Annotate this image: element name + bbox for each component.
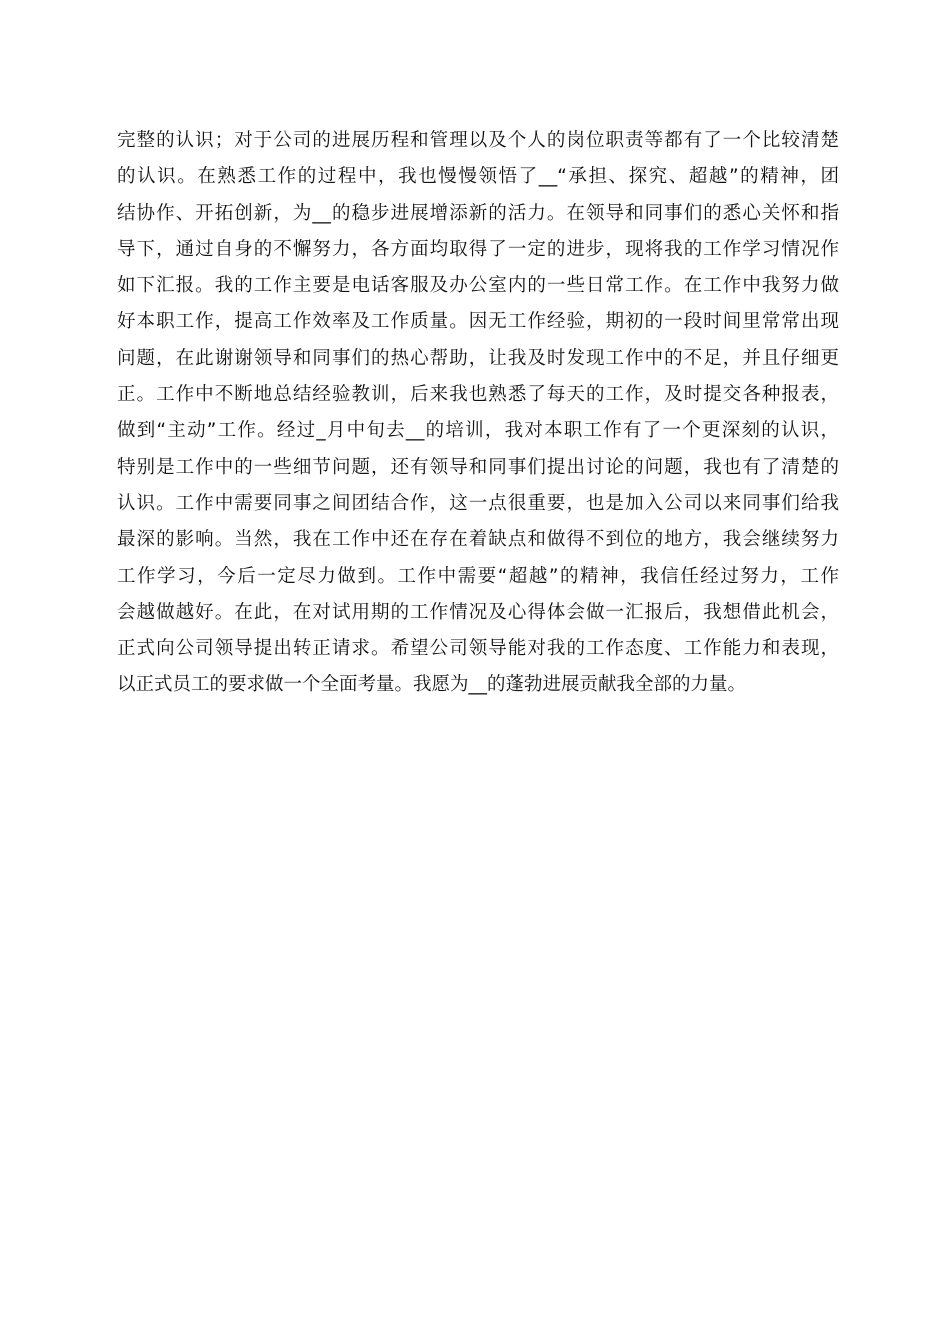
text-line: 完整的认识；对于公司的进展历程和管理以及个人的岗位职责等都有了一个比较清楚 (117, 130, 839, 151)
text-line: 正。工作中不断地总结经验教训，后来我也熟悉了每天的工作，及时提交各种报表， (117, 384, 839, 406)
text-line: 认识。工作中需要同事之间团结合作，这一点很重要，也是加入公司以来同事们给我 (117, 492, 839, 514)
text-line: 正式向公司领导提出转正请求。希望公司领导能对我的工作态度、工作能力和表现， (117, 638, 839, 660)
text-line: 以正式员工的要求做一个全面考量。我愿为__的蓬勃进展贡献我全部的力量。 (117, 674, 747, 696)
text-line: 好本职工作，提高工作效率及工作质量。因无工作经验，期初的一段时间里常常出现 (117, 311, 839, 333)
body-text (117, 123, 839, 704)
text-line: 特别是工作中的一些细节问题，还有领导和同事们提出讨论的问题，我也有了清楚的 (117, 456, 839, 478)
text-line: 的认识。在熟悉工作的过程中，我也慢慢领悟了__“承担、探究、超越”的精神，团 (117, 166, 839, 188)
text-line: 会越做越好。在此，在对试用期的工作情况及心得体会做一汇报后，我想借此机会， (117, 601, 839, 623)
text-line: 问题，在此谢谢领导和同事们的热心帮助，让我及时发现工作中的不足，并且仔细更 (117, 347, 839, 369)
text-line: 最深的影响。当然，我在工作中还在存在着缺点和做得不到位的地方，我会继续努力 (117, 529, 839, 551)
text-line: 导下，通过自身的不懈努力，各方面均取得了一定的进步，现将我的工作学习情况作 (117, 238, 839, 260)
text-line: 如下汇报。我的工作主要是电话客服及办公室内的一些日常工作。在工作中我努力做 (117, 275, 839, 297)
text-line: 工作学习，今后一定尽力做到。工作中需要“超越”的精神，我信任经过努力，工作 (117, 565, 839, 587)
text-line: 结协作、开拓创新，为__的稳步进展增添新的活力。在领导和同事们的悉心关怀和指 (117, 202, 839, 224)
text-line: 做到“主动”工作。经过_月中旬去__的培训，我对本职工作有了一个更深刻的认识， (117, 420, 839, 442)
